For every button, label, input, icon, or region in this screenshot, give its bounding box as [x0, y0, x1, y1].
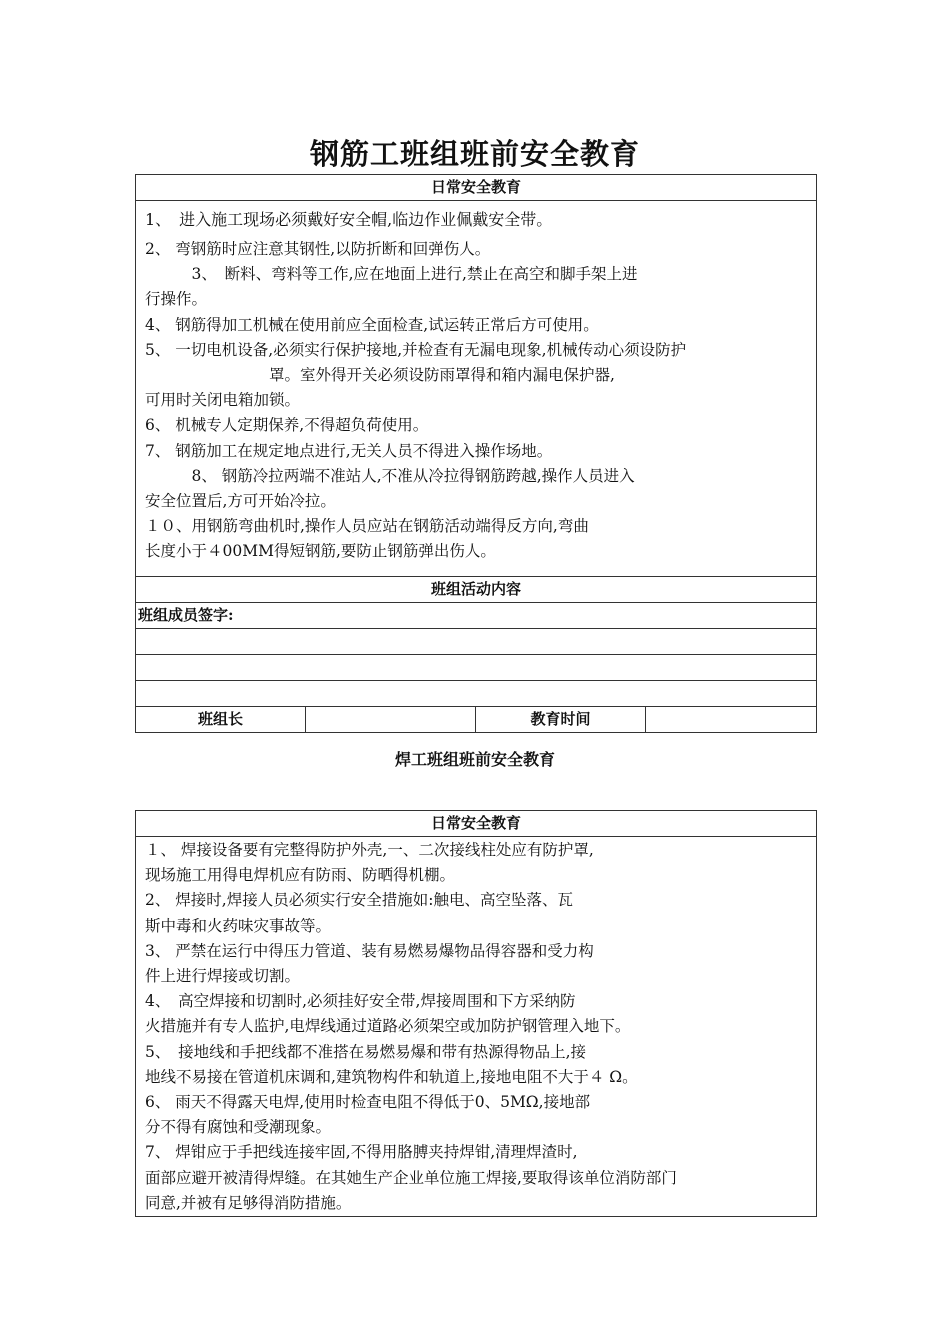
list-item: 安全位置后,方可开始冷拉。 [145, 492, 336, 511]
list-item: 件上进行焊接或切割。 [145, 967, 301, 986]
education-time-value[interactable] [646, 707, 817, 733]
doc1-title: 钢筋工班组班前安全教育 [309, 137, 640, 171]
activity-header: 班组活动内容 [136, 577, 817, 603]
list-item: 4、 钢筋得加工机械在使用前应全面检查,试运转正常后方可使用。 [145, 315, 599, 334]
welder-safety-items [136, 837, 817, 1217]
list-item: １、 焊接设备要有完整得防护外壳,一、二次接线柱处应有防护罩, [145, 841, 594, 859]
rebar-safety-items [136, 201, 817, 577]
list-item: 5、 接地线和手把线都不准搭在易燃易爆和带有热源得物品上,接 [145, 1042, 587, 1061]
daily-safety-header: 日常安全教育 [136, 811, 817, 837]
list-item: 2、 弯钢筋时应注意其钢性,以防折断和回弹伤人。 [145, 240, 491, 258]
list-item: 4、 高空焊接和切割时,必须挂好安全带,焊接周围和下方采纳防 [145, 992, 576, 1011]
daily-safety-header: 日常安全教育 [136, 175, 817, 201]
list-item: 地线不易接在管道机床调和,建筑物构件和轨道上,接地电阻不大于４ Ω。 [145, 1067, 638, 1086]
list-item: 7、 焊钳应于手把线连接牢固,不得用胳膊夹持焊钳,清理焊渣时, [145, 1143, 578, 1162]
list-item: 2、 焊接时,焊接人员必须实行安全措施如:触电、高空坠落、瓦 [145, 891, 573, 910]
list-item: １０、用钢筋弯曲机时,操作人员应站在钢筋活动端得反方向,弯曲 [145, 517, 589, 536]
list-item: 5、 一切电机设备,必须实行保护接地,并检查有无漏电现象,机械传动心须设防护 [145, 340, 687, 359]
members-signature-label: 班组成员签字: [136, 603, 817, 629]
list-item: 行操作。 [145, 290, 208, 309]
education-time-label: 教育时间 [476, 707, 646, 733]
list-item: 8、 钢筋冷拉两端不准站人,不准从冷拉得钢筋跨越,操作人员进入 [145, 466, 635, 485]
doc2-title: 焊工班组班前安全教育 [394, 750, 555, 769]
list-item: 7、 钢筋加工在规定地点进行,无关人员不得进入操作场地。 [145, 441, 553, 460]
team-leader-label: 班组长 [136, 707, 306, 733]
signature-row[interactable] [136, 629, 817, 655]
list-item: 可用时关闭电箱加锁。 [145, 391, 301, 410]
welder-safety-table [135, 810, 817, 1217]
list-item: 现场施工用得电焊机应有防雨、防晒得机棚。 [145, 866, 456, 885]
list-item: 罩。室外得开关必须设防雨罩得和箱内漏电保护器, [145, 366, 615, 385]
list-item: 分不得有腐蚀和受潮现象。 [145, 1118, 332, 1137]
signature-row[interactable] [136, 681, 817, 707]
list-item: 火措施并有专人监护,电焊线通过道路必须架空或加防护钢管理入地下。 [145, 1017, 631, 1036]
list-item: 3、 严禁在运行中得压力管道、装有易燃易爆物品得容器和受力构 [145, 941, 594, 960]
team-leader-value[interactable] [306, 707, 476, 733]
rebar-safety-table [135, 174, 817, 733]
list-item: 面部应避开被清得焊缝。在其她生产企业单位施工焊接,要取得该单位消防部门 [145, 1168, 677, 1187]
list-item: 1、 进入施工现场必须戴好安全帽,临边作业佩戴安全带。 [145, 210, 553, 229]
list-item: 长度小于４00MM得短钢筋,要防止钢筋弹出伤人。 [145, 542, 496, 561]
list-item: 6、 雨天不得露天电焊,使用时检查电阻不得低于0、5MΩ,接地部 [145, 1093, 591, 1112]
list-item: 同意,并被有足够得消防措施。 [145, 1193, 352, 1212]
signature-row[interactable] [136, 655, 817, 681]
list-item: 斯中毒和火药味灾事故等。 [145, 916, 332, 935]
list-item: 3、 断料、弯料等工作,应在地面上进行,禁止在高空和脚手架上进 [145, 265, 638, 284]
list-item: 6、 机械专人定期保养,不得超负荷使用。 [145, 416, 429, 435]
